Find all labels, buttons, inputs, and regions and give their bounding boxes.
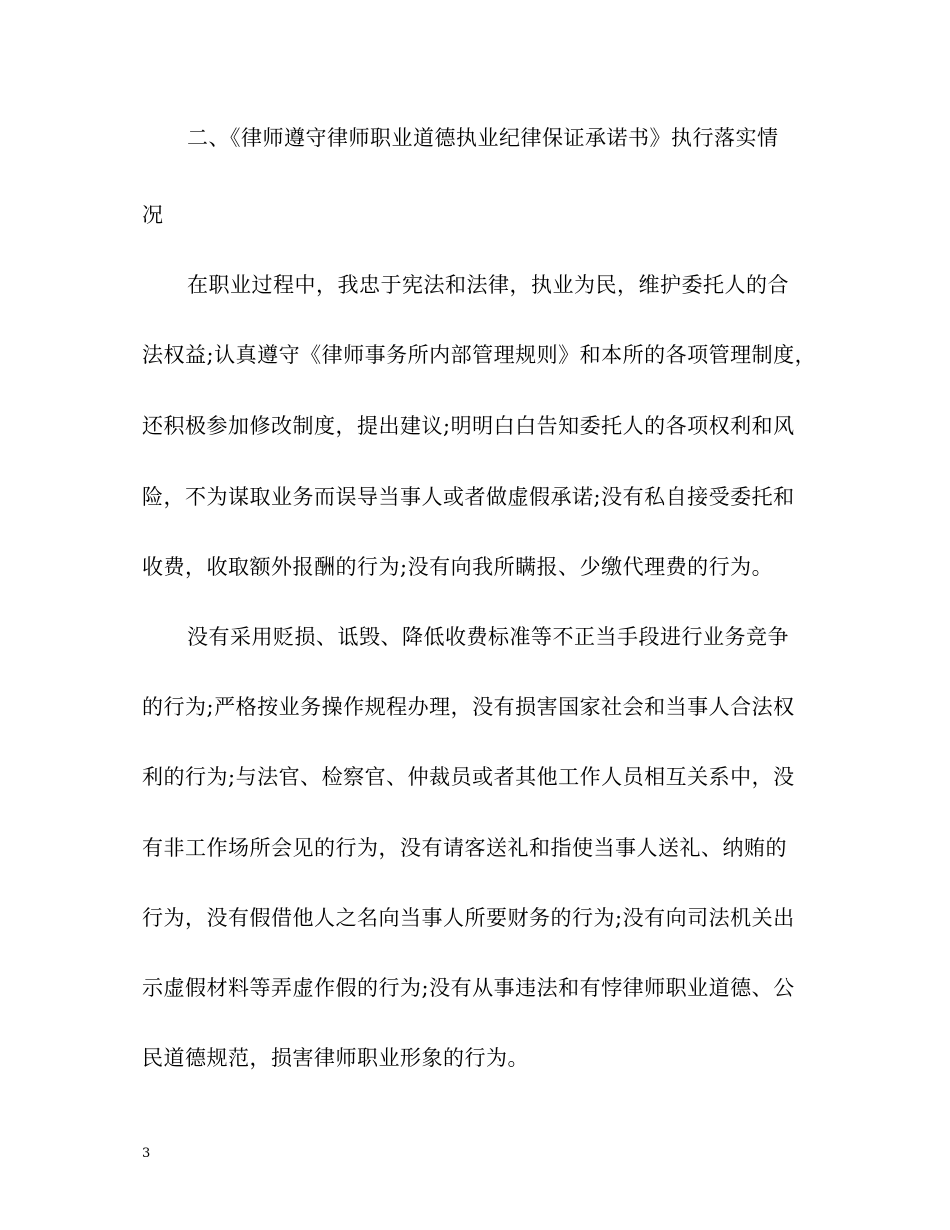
paragraph-2-line-5: 行为，没有假借他人之名向当事人所要财务的行为;没有向司法机关出 bbox=[142, 906, 795, 930]
paragraph-2-line-1: 没有采用贬损、诋毁、降低收费标准等不正当手段进行业务竞争 bbox=[187, 625, 789, 649]
paragraph-1-line-4: 险，不为谋取业务而误导当事人或者做虚假承诺;没有私自接受委托和 bbox=[142, 485, 795, 509]
paragraph-1-line-1: 在职业过程中，我忠于宪法和法律，执业为民，维护委托人的合 bbox=[187, 273, 789, 297]
paragraph-2-line-7: 民道德规范，损害律师职业形象的行为。 bbox=[142, 1046, 529, 1070]
paragraph-2-line-3: 利的行为;与法官、检察官、仲裁员或者其他工作人员相互关系中，没 bbox=[142, 765, 795, 789]
paragraph-2-line-6: 示虚假材料等弄虚作假的行为;没有从事违法和有悖律师职业道德、公 bbox=[142, 976, 795, 1000]
paragraph-2-line-4: 有非工作场所会见的行为，没有请客送礼和指使当事人送礼、纳贿的 bbox=[142, 836, 787, 860]
page-number: 3 bbox=[142, 1146, 151, 1161]
section-heading-line-1: 二、《律师遵守律师职业道德执业纪律保证承诺书》执行落实情 bbox=[187, 126, 779, 150]
paragraph-1-line-2: 法权益;认真遵守《律师事务所内部管理规则》和本所的各项管理制度， bbox=[142, 343, 817, 367]
paragraph-1-line-3: 还积极参加修改制度，提出建议;明明白白告知委托人的各项权利和风 bbox=[142, 414, 795, 438]
section-heading-line-2: 况 bbox=[142, 203, 164, 227]
paragraph-1-line-5: 收费，收取额外报酬的行为;没有向我所瞒报、少缴代理费的行为。 bbox=[142, 555, 774, 579]
paragraph-2-line-2: 的行为;严格按业务操作规程办理，没有损害国家社会和当事人合法权 bbox=[142, 695, 795, 719]
